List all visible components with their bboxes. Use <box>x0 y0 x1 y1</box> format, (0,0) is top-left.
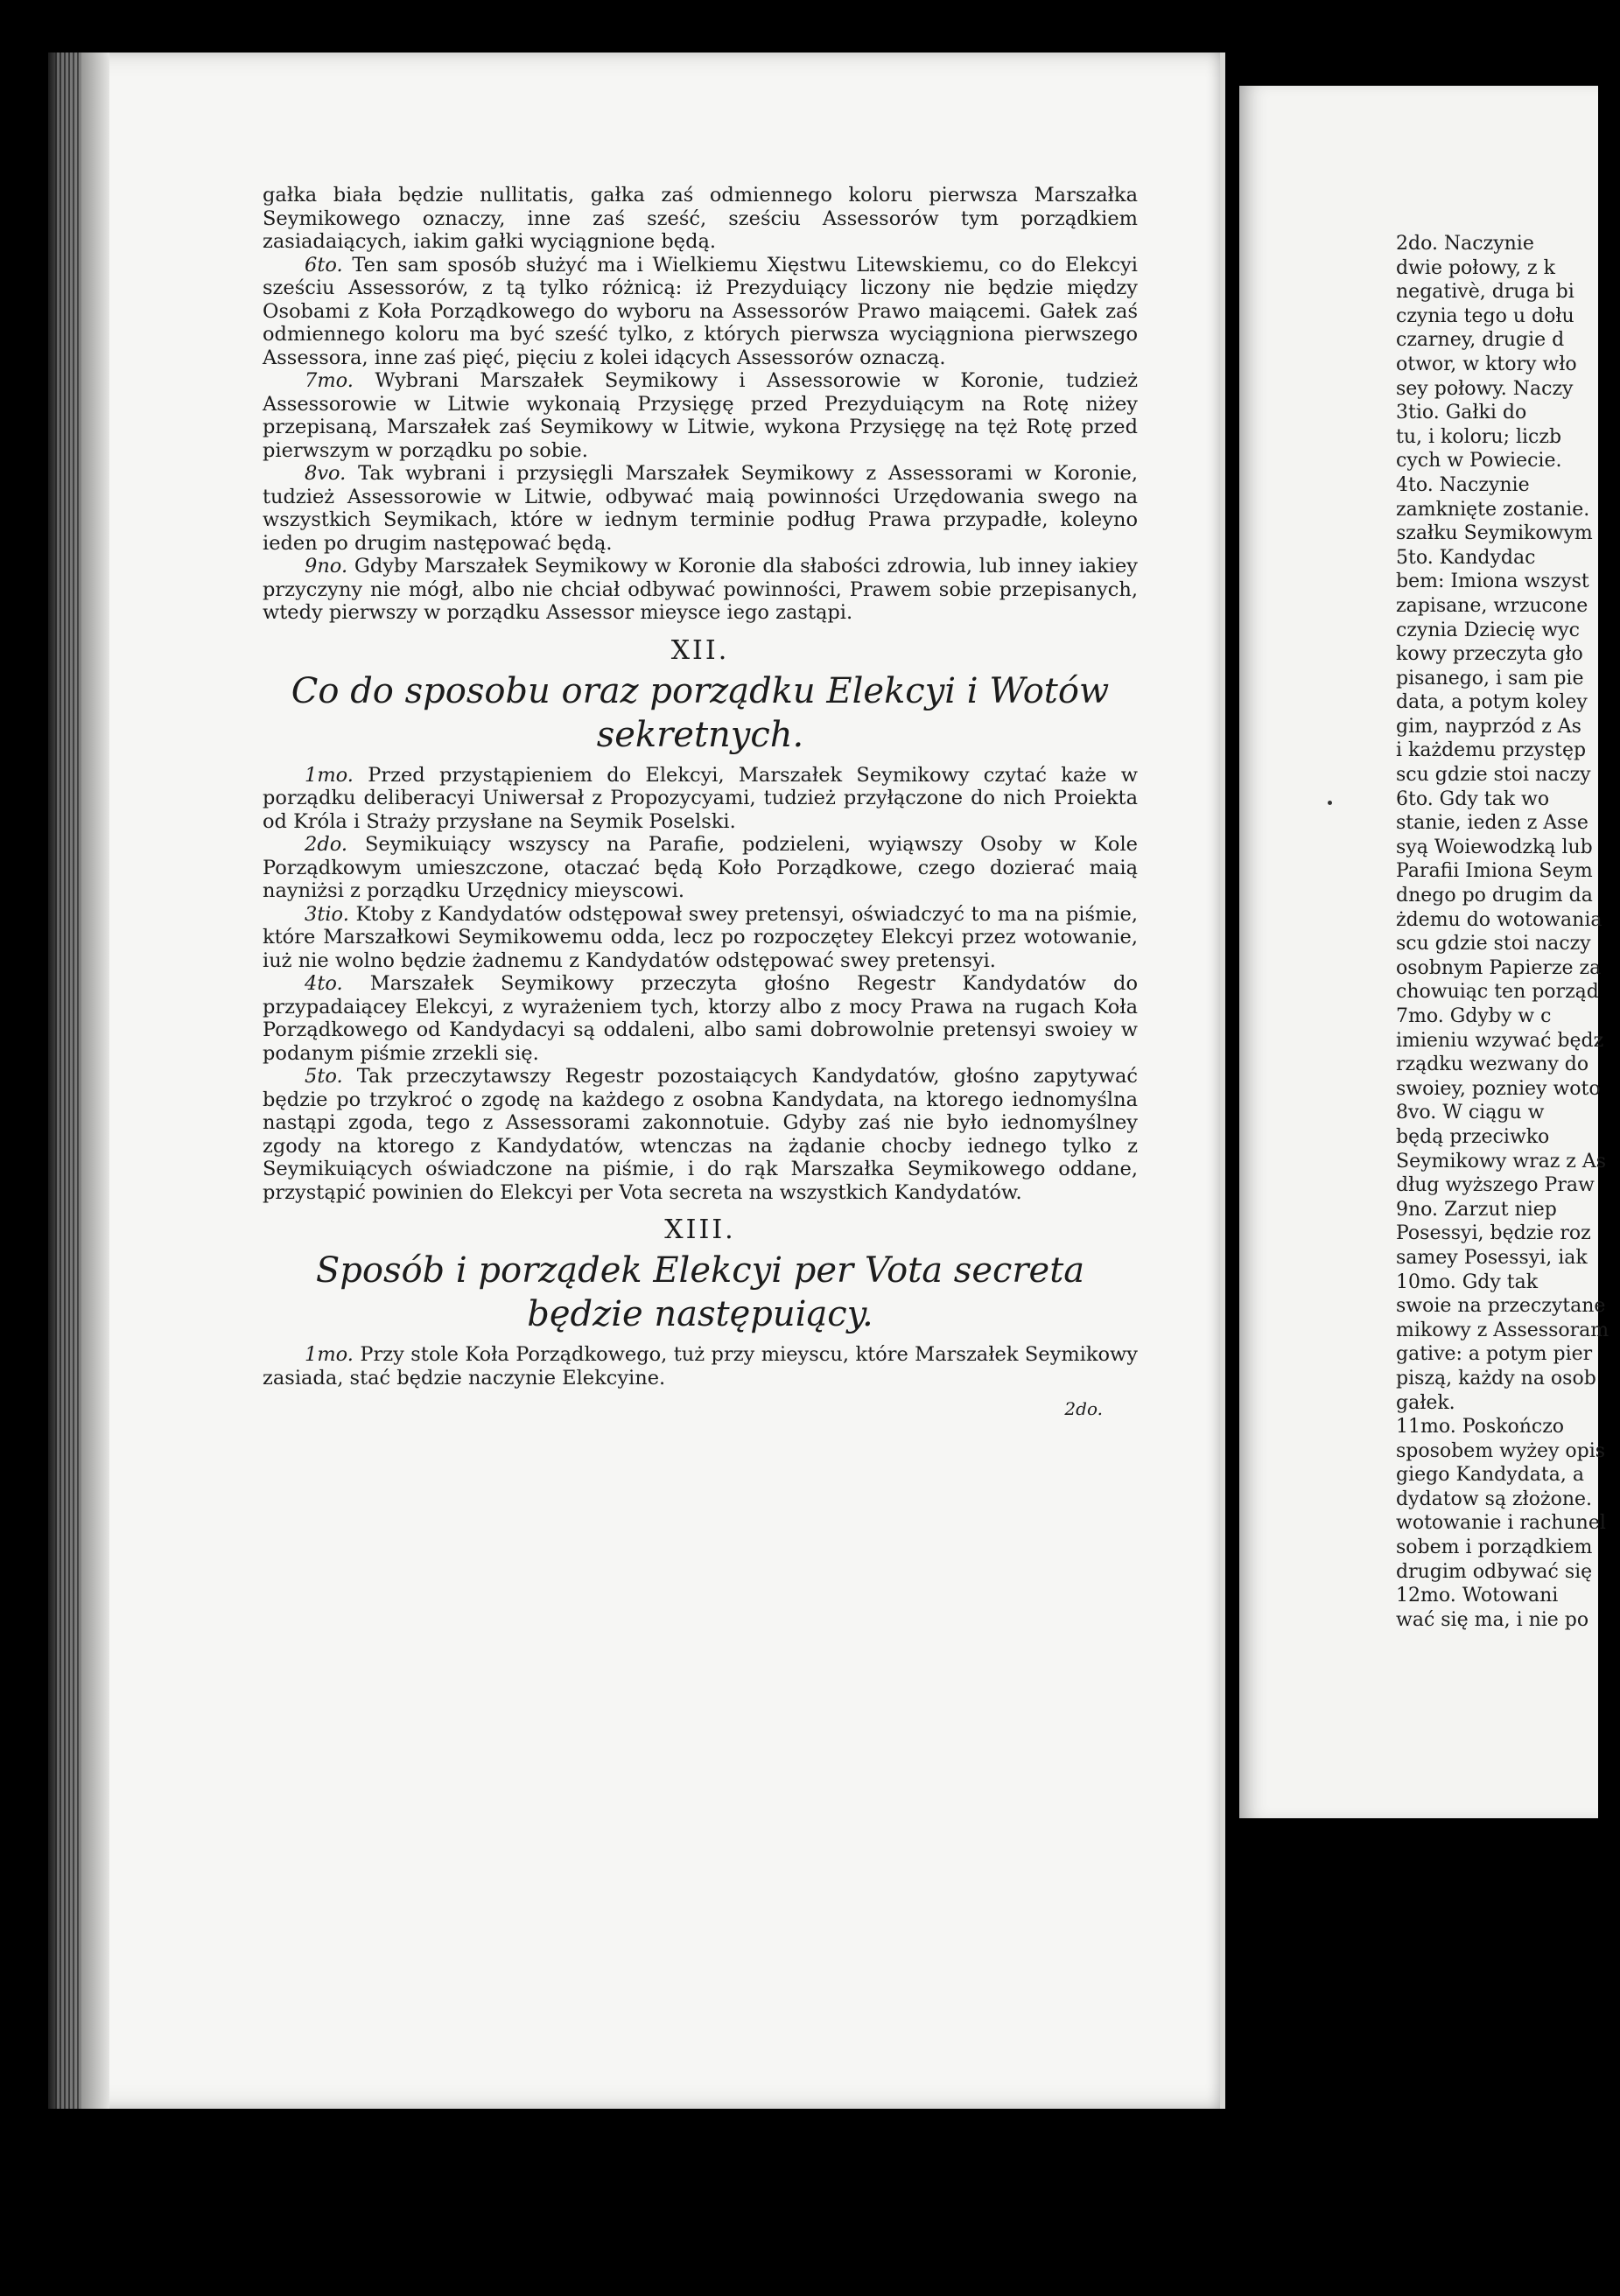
paragraph-text: Przy stole Koła Porządkowego, tuż przy mieyscu, które Marszałek Seymikowy zasiada, stać będzie naczynie Elekcyine. <box>263 1343 1139 1390</box>
right-page-line: mikowy z Assessoram <box>1396 1319 1609 1341</box>
right-page-line: zamknięte zostanie. <box>1396 498 1590 521</box>
paragraph-text: Wybrani Marszałek Seymikowy i Assessorowie w Koronie, tudzież Assessorowie w Litwie wykonaią Przysięgę przed Prezyduiącym na Rotę niżey przepisaną, Marszałek zaś Seymikowy w Litwie, wykona Przysięgę na tęż Rotę przed pierwszym w porządku po sobie. <box>263 369 1138 462</box>
section-number: XII. <box>670 634 730 666</box>
paragraph <box>263 833 1138 903</box>
right-page-line: osobnym Papierze za <box>1396 956 1602 979</box>
right-page-line: 7mo. Gdyby w c <box>1396 1005 1552 1027</box>
paragraph-text: Marszałek Seymikowy przeczyta głośno Regestr Kandydatów do przypadaiącey Elekcyi, z wyrażeniem tych, ktorzy albo z mocy Prawa na rugach Koła Porządkowego od Kandydacyi są oddaleni, albo sami dobrowolnie pretensyi swoiey w podanym piśmie zrzekli się. <box>263 972 1139 1065</box>
paragraph-text: Ktoby z Kandydatów odstępował swey pretensyi, oświadczyć to ma na piśmie, które Marszałkowi Seymikowemu odda, lecz po rozpoczętey Elekcyi przez wotowanie, iuż nie wolno będzie żadnemu z Kandydatów odstępować swey pretensyi. <box>263 902 1139 972</box>
right-page-line: sey połowy. Naczy <box>1396 377 1574 400</box>
right-page-line: samey Posessyi, iak <box>1396 1246 1588 1269</box>
section-title: Sposób i porządek Elekcyi per Vota secreta będzie następuiący. <box>315 1250 1085 1334</box>
catchword: 2do. <box>1064 1398 1103 1419</box>
paragraph-text: Seymikuiący wszyscy na Parafie, podzieleni, wyiąwszy Osoby w Kole Porządkowym umieszczone, otaczać będą Koło Porządkowe, czego dozierać maią nayniżsi z porządku Urzędnicy mieyscowi. <box>263 833 1138 902</box>
right-page-line: cych w Powiecie. <box>1396 450 1562 472</box>
paragraph-text: Tak przeczytawszy Regestr pozostaiących Kandydatów, głośno zapytywać będzie po trzykroć o zgodę na każdego z osobna Kandydata, na ktorego iednomyślna nastąpi zgoda, tego z Assessorami zakonnotuie. Gdyby zaś nie było iednomyślney zgody na ktorego z Kandydatów, wtenczas na żądanie chocby iednego tylko z Seymikuiących oświadczone na piśmie, i do rąk Marszałka Seymikowego oddane, przystąpić powinien do Elekcyi per Vota secreta na wszystkich Kandydatów. <box>263 1065 1138 1204</box>
left-page-text <box>263 184 1138 1419</box>
right-page-line: 8vo. W ciągu w <box>1396 1102 1545 1124</box>
right-page-text <box>1396 232 1620 1632</box>
right-page-line: tu, i koloru; liczb <box>1396 425 1562 448</box>
right-page-line: wotowanie i rachunel <box>1396 1512 1606 1535</box>
right-page-line: stanie, ieden z Asse <box>1396 812 1588 835</box>
right-page-line: 2do. Naczynie <box>1396 233 1534 255</box>
paragraph <box>263 184 1138 254</box>
paragraph-text: Ten sam sposób służyć ma i Wielkiemu Xięstwu Litewskiemu, co do Elekcyi sześciu Assessorów, z tą tylko różnicą: iż Prezyduiący liczony nie będzie między Osobami z Koła Porządkowego do wyboru na Assessorów Prawo maiącemi. Gałek zaś odmiennego koloru ma być sześć tylko, z których pierwsza wyciągniona pierwszego Assessora, inne zaś pięć, pięciu z kolei idących Assessorów oznaczą. <box>263 253 1139 369</box>
paragraph-text: gałka biała będzie nullitatis, gałka zaś odmiennego koloru pierwsza Marszałka Seymikowego oznaczy, inne zaś sześć, sześciu Assessorów tym porządkiem zasiadaiących, iakim gałki wyciągnione będą. <box>263 184 1138 253</box>
right-page-line: sobem i porządkiem <box>1396 1536 1593 1559</box>
right-page-line: Parafii Imiona Seym <box>1396 860 1593 883</box>
right-page-line: syą Woiewodzką lub <box>1396 836 1593 858</box>
paragraph <box>263 1343 1138 1390</box>
paragraph-number: 1mo. <box>305 1343 354 1366</box>
paragraph-number: 1mo. <box>305 763 354 787</box>
right-page-line: żdemu do wotowania <box>1396 908 1602 931</box>
paragraph-number: 8vo. <box>305 462 347 485</box>
paragraph <box>263 369 1138 462</box>
right-page-line: czynia Dziecię wyc <box>1396 619 1580 641</box>
right-page-line: imieniu wzywać będz <box>1396 1029 1604 1052</box>
right-page-line: Seymikowy wraz z As <box>1396 1150 1607 1172</box>
right-page-line: 4to. Naczynie <box>1396 473 1530 496</box>
right-page-line: dwie połowy, z k <box>1396 256 1555 279</box>
right-page-line: dydatow są złożone. <box>1396 1488 1593 1510</box>
paragraph-number: 5to. <box>305 1065 343 1088</box>
right-page-line: drugim odbywać się <box>1396 1560 1593 1583</box>
paragraph-number: 7mo. <box>305 369 354 392</box>
paragraph <box>263 462 1138 555</box>
right-page-line: rządku wezwany do <box>1396 1054 1589 1076</box>
section-title: Co do sposobu oraz porządku Elekcyi i Wotów sekretnych. <box>291 670 1110 755</box>
paragraph <box>263 254 1138 370</box>
right-page-line: piszą, każdy na osob <box>1396 1367 1596 1390</box>
right-page-line: dnego po drugim da <box>1396 885 1593 907</box>
right-page-line: wać się ma, i nie po <box>1396 1608 1589 1631</box>
paragraph-text: Gdyby Marszałek Seymikowy w Koronie dla słabości zdrowia, lub inney iakiey przyczyny nie mógł, albo nie chciał odbywać powinności, Prawem sobie przepisanych, wtedy pierwszy w porządku Assessor mieysce iego zastąpi. <box>263 555 1138 624</box>
right-page-line: 6to. Gdy tak wo <box>1396 788 1550 810</box>
right-page-line: czarney, drugie d <box>1396 329 1565 352</box>
paragraph-number: 2do. <box>305 833 348 856</box>
paragraph-number: 3tio. <box>305 902 349 926</box>
paragraph-text: Tak wybrani i przysięgli Marszałek Seymikowy z Assessorami w Koronie, tudzież Assessorowie w Litwie, odbywać maią powinności Urzędowania swego na wszystkich Seymikach, które w iednym terminie podług Prawa przypadłe, koleyno ieden po drugim następować będą. <box>263 462 1138 555</box>
section-number: XIII. <box>664 1214 736 1245</box>
right-page-line: scu gdzie stoi naczy <box>1396 764 1591 787</box>
right-page-line: i każdemu przystęp <box>1396 739 1587 762</box>
right-page-line: chowuiąc ten porząd <box>1396 981 1599 1004</box>
right-page-line: będą przeciwko <box>1396 1125 1550 1148</box>
right-page-line: 12mo. Wotowani <box>1396 1585 1559 1607</box>
paragraph-number: 6to. <box>305 253 343 276</box>
right-page-line: otwor, w ktory wło <box>1396 353 1577 375</box>
right-page-line: dług wyższego Praw <box>1396 1174 1595 1197</box>
right-page-line: swoie na przeczytane <box>1396 1295 1606 1318</box>
right-page-line: gałek. <box>1396 1391 1455 1414</box>
right-page-line: 11mo. Poskończo <box>1396 1416 1565 1438</box>
right-page-line: zapisane, wrzucone <box>1396 594 1588 617</box>
right-page-line: bem: Imiona wszyst <box>1396 570 1589 593</box>
paragraph <box>263 1065 1138 1204</box>
paragraph <box>263 764 1138 834</box>
paragraph-number: 4to. <box>305 972 343 995</box>
right-page-line: 9no. Zarzut niep <box>1396 1198 1557 1221</box>
binding-gutter <box>48 52 109 2109</box>
right-page-line: scu gdzie stoi naczy <box>1396 933 1591 956</box>
right-page-line: gim, nayprzód z As <box>1396 715 1581 738</box>
right-page-line: czynia tego u dołu <box>1396 304 1574 327</box>
right-page-line: giego Kandydata, a <box>1396 1464 1584 1487</box>
paragraph <box>263 972 1138 1065</box>
right-page-line: pisanego, i sam pie <box>1396 667 1584 690</box>
ink-spot <box>1328 801 1332 805</box>
right-page-line: swoiey, pozniey woto <box>1396 1077 1601 1100</box>
paragraph-number: 9no. <box>305 555 348 578</box>
right-page-line: kowy przeczyta gło <box>1396 643 1583 666</box>
right-page-line: 3tio. Gałki do <box>1396 402 1527 424</box>
right-page-line: negativè, druga bi <box>1396 281 1574 304</box>
right-page-line: data, a potym koley <box>1396 691 1588 714</box>
right-page-line: sposobem wyżey opis <box>1396 1439 1606 1462</box>
right-page-line: Posessyi, będzie roz <box>1396 1222 1591 1245</box>
paragraph-text: Przed przystąpieniem do Elekcyi, Marszałek Seymikowy czytać każe w porządku deliberacyi Uniwersał z Propozycyami, tudzież przyłączone do nich Proiekta od Króla i Straży przysłane na Seymik Poselski. <box>263 763 1139 833</box>
right-page-line: gative: a potym pier <box>1396 1343 1593 1366</box>
right-page-line: 5to. Kandydac <box>1396 546 1536 569</box>
right-page-line: szałku Seymikowym <box>1396 522 1593 545</box>
right-page-line: 10mo. Gdy tak <box>1396 1270 1539 1293</box>
paragraph <box>263 903 1138 973</box>
paragraph <box>263 555 1138 625</box>
